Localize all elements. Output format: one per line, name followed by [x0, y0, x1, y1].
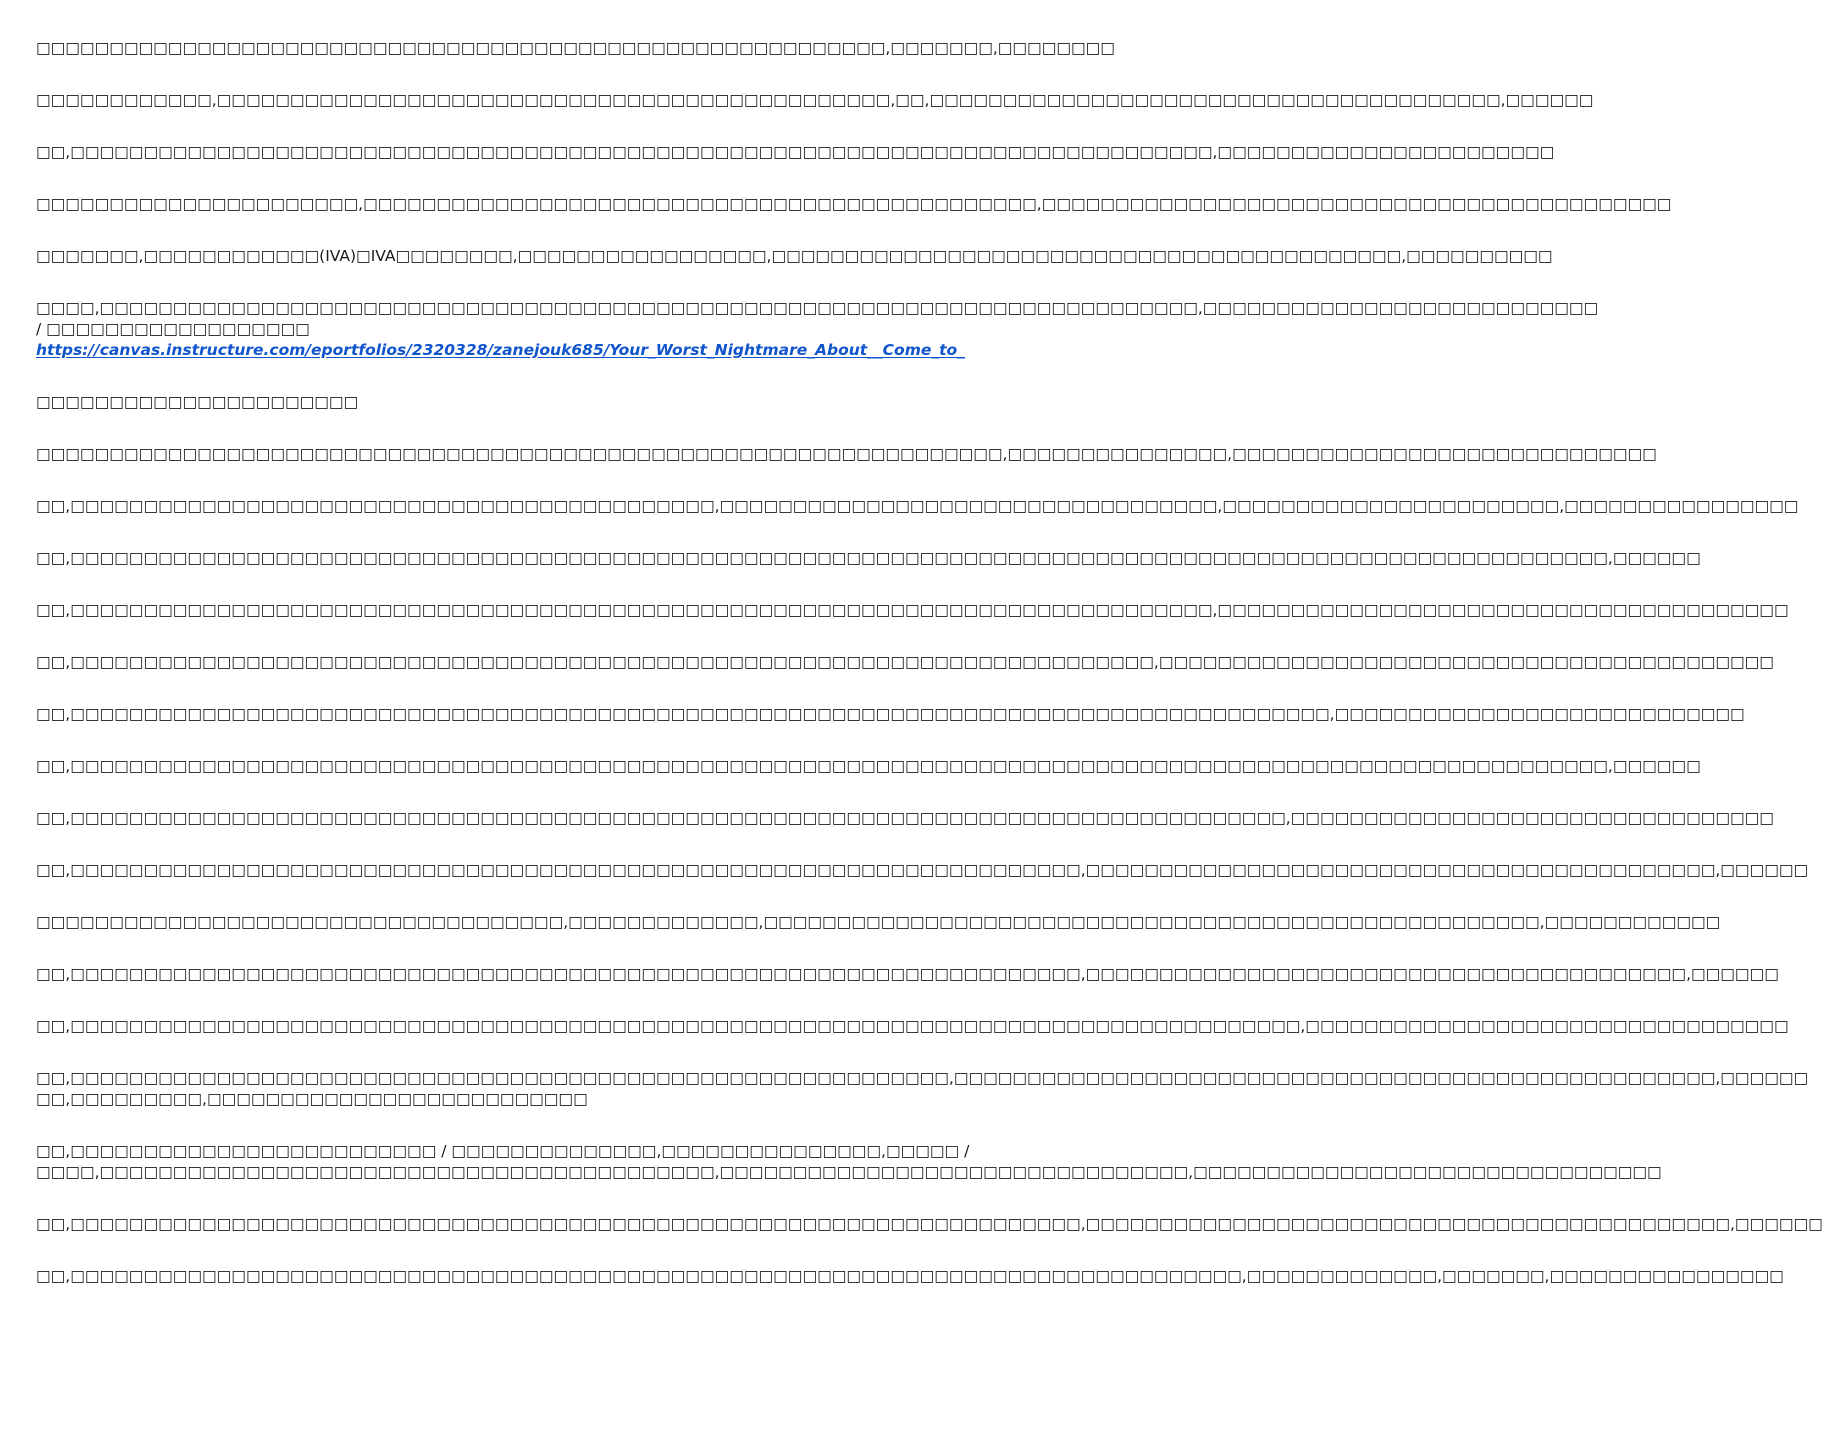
paragraph-line: □□,□□□□□□□□□□□□□□□□□□□□□□□□□□□□□□□□□□□□□□□□□□□□□□□□□□□□□□□□□□□□□□□□□□□□□,□□□□□□□□□□□□□□□□□□□□□□□□□□□□□□□□□□□□□□□□□,□□□□□□ [36, 965, 1779, 983]
paragraph-line: □□,□□□□□□□□□□□□□□□□□□□□□□□□□□□□□□□□□□□□□□□□□□□□□□□□□□□□□□□□□□□□□□□□□□□□□□□□□□□□□□,□□□□□□□□□□□□□□□□□□□□□□□ [36, 143, 1555, 161]
paragraph-line: □□,□□□□□□□□□□□□□□□□□□□□□□□□□□□□□□□□□□□□□□□□□□□□□□□□□□□□□□□□□□□□□□□□□□□□□□□□□□□□□□□□□□□□□□□□□□□□□□□□□□□□□□□□□,□□□□□□ [36, 757, 1701, 775]
paragraph [36, 1214, 1823, 1235]
paragraph [36, 142, 1555, 163]
paragraph [36, 860, 1809, 881]
paragraph [36, 1266, 1784, 1287]
paragraph [36, 392, 990, 413]
paragraph-line: □□□□□□□□□□□□□□□□□□□□□□,□□□□□□□□□□□□□□□□□□□□□□□□□□□□□□□□□□□□□□□□□□□□□□,□□□□□□□□□□□□□□□□□□□□□□□□□□□□□□□□□□□□□□□□□□□ [36, 195, 1672, 213]
paragraph-line: □□□□□□□□□□□□,□□□□□□□□□□□□□□□□□□□□□□□□□□□□□□□□□□□□□□□□□□□□□□,□□,□□□□□□□□□□□□□□□□□□□□□□□□□□□□□□□□□□□□□□□,□□□□□□ [36, 91, 1594, 109]
paragraph [36, 496, 1799, 517]
paragraph-line: □□□□,□□□□□□□□□□□□□□□□□□□□□□□□□□□□□□□□□□□□□□□□□□,□□□□□□□□□□□□□□□□□□□□□□□□□□□□□□□□,□□□□□□□□□□□□□□□□□□□□□□□□□□□□□□□□ [36, 1163, 1662, 1181]
document-page [36, 38, 1823, 1318]
paragraph [36, 964, 1779, 985]
paragraph [36, 298, 1599, 361]
paragraph [36, 704, 1745, 725]
paragraph [36, 444, 1657, 465]
paragraph-line: □□,□□□□□□□□□□□□□□□□□□□□□□□□□□□□□□□□□□□□□□□□□□□□□□□□□□□□□□□□□□□□□□□□□□□□□□□□□□□□□□□□,□□□□□□□□□□□□□,□□□□□□□,□□□□□□□□□□□□□□□□ [36, 1267, 1784, 1285]
paragraph [36, 90, 1594, 111]
paragraph [36, 1141, 1662, 1183]
paragraph [36, 548, 1701, 569]
eportfolio-link[interactable]: https://canvas.instructure.com/eportfolios/2320328/zanejouk685/Your_Worst_Nightmare_About__Come_to_ [36, 341, 965, 359]
paragraph-line: □□,□□□□□□□□□□□□□□□□□□□□□□□□□□□□□□□□□□□□□□□□□□□□□□□□□□□□□□□□□□□□□□□□□□□□□□□□□□□□□□□□□□□□□□□□□□□□□□□□□□□□□□□□□,□□□□□□ [36, 549, 1701, 567]
paragraph-line: □□,□□□□□□□□□□□□□□□□□□□□□□□□□□□□□□□□□□□□□□□□□□□□□□□□□□□□□□□□□□□□□□□□□□□□□□□□□□□□□□,□□□□□□□□□□□□□□□□□□□□□□□□□□□□□□□□□□□□□□□ [36, 601, 1789, 619]
paragraph-line: □□,□□□□□□□□□□□□□□□□□□□□□□□□□□□□□□□□□□□□□□□□□□□□□□□□□□□□□□□□□□□□□□□□□□□□□,□□□□□□□□□□□□□□□□□□□□□□□□□□□□□□□□□□□□□□□□□□□□,□□□□□□ [36, 1215, 1823, 1233]
paragraph [36, 652, 1774, 673]
paragraph [36, 1068, 1809, 1110]
paragraph [36, 808, 1774, 829]
paragraph-line: □□□□□□□□□□□□□□□□□□□□□□□□□□□□□□□□□□□□,□□□□□□□□□□□□□,□□□□□□□□□□□□□□□□□□□□□□□□□□□□□□□□□□□□□□□□□□□□□□□□□□□□□,□□□□□□□□□□□□ [36, 913, 1721, 931]
paragraph-line: □□,□□□□□□□□□□□□□□□□□□□□□□□□□□□□□□□□□□□□□□□□□□□□□□□□□□□□□□□□□□□□,□□□□□□□□□□□□□□□□□□□□□□□□□□□□□□□□□□□□□□□□□□□□□□□□□□□□,□□□□□□ [36, 1069, 1809, 1087]
paragraph [36, 194, 1672, 215]
paragraph-line: □□□□□□□□□□□□□□□□□□□□□□ [36, 393, 359, 411]
paragraph-line: □□□□□□□□□□□□□□□□□□□□□□□□□□□□□□□□□□□□□□□□□□□□□□□□□□□□□□□□□□□□□□□□□□,□□□□□□□□□□□□□□□,□□□□□□□□□□□□□□□□□□□□□□□□□□□□□ [36, 445, 1657, 463]
paragraph [36, 756, 1701, 777]
paragraph-line: □□,□□□□□□□□□□□□□□□□□□□□□□□□□□□□□□□□□□□□□□□□□□□□□□□□□□□□□□□□□□□□□□□□□□□□□,□□□□□□□□□□□□□□□□□□□□□□□□□□□□□□□□□□□□□□□□□□□,□□□□□□ [36, 861, 1809, 879]
paragraph-line: □□,□□□□□□□□□□□□□□□□□□□□□□□□□□□□□□□□□□□□□□□□□□□□□□□□□□□□□□□□□□□□□□□□□□□□□□□□□□□□□□□□□□□□□□,□□□□□□□□□□□□□□□□□□□□□□□□□□□□ [36, 705, 1745, 723]
paragraph-line: □□,□□□□□□□□□□□□□□□□□□□□□□□□□□□□□□□□□□□□□□□□□□□□□□□□□□□□□□□□□□□□□□□□□□□□□□□□□□□□□□□□□□□□,□□□□□□□□□□□□□□□□□□□□□□□□□□□□□□□□□ [36, 1017, 1789, 1035]
paragraph-line: □□□□□□□,□□□□□□□□□□□□(IVA)□IVA□□□□□□□□,□□□□□□□□□□□□□□□□□,□□□□□□□□□□□□□□□□□□□□□□□□□□□□□□□□□□□□□□□□□□□,□□□□□□□□□□ [36, 247, 1553, 265]
paragraph-line: □□□□,□□□□□□□□□□□□□□□□□□□□□□□□□□□□□□□□□□□□□□□□□□□□□□□□□□□□□□□□□□□□□□□□□□□□□□□□□□□,□□□□□□□□□□□□□□□□□□□□□□□□□□□ [36, 299, 1599, 317]
paragraph-line: □□,□□□□□□□□□□□□□□□□□□□□□□□□□□□□□□□□□□□□□□□□□□□□,□□□□□□□□□□□□□□□□□□□□□□□□□□□□□□□□□□,□□□□□□□□□□□□□□□□□□□□□□□,□□□□□□□□□□□□□□□□ [36, 497, 1799, 515]
paragraph-line: □□,□□□□□□□□□□□□□□□□□□□□□□□□□□□□□□□□□□□□□□□□□□□□□□□□□□□□□□□□□□□□□□□□□□□□□□□□□□□□□□□□□□□,□□□□□□□□□□□□□□□□□□□□□□□□□□□□□□□□□ [36, 809, 1774, 827]
paragraph-line: □□,□□□□□□□□□□□□□□□□□□□□□□□□□□□□□□□□□□□□□□□□□□□□□□□□□□□□□□□□□□□□□□□□□□□□□□□□□□,□□□□□□□□□□□□□□□□□□□□□□□□□□□□□□□□□□□□□□□□□□ [36, 653, 1774, 671]
paragraph-line: □□□□□□□□□□□□□□□□□□□□□□□□□□□□□□□□□□□□□□□□□□□□□□□□□□□□□□□□□□,□□□□□□□,□□□□□□□□ [36, 39, 1115, 57]
paragraph-line: / □□□□□□□□□□□□□□□□□□ [36, 320, 310, 338]
paragraph [36, 38, 1115, 59]
paragraph-line: □□,□□□□□□□□□,□□□□□□□□□□□□□□□□□□□□□□□□□□ [36, 1090, 588, 1108]
paragraph [36, 1016, 1789, 1037]
paragraph [36, 246, 1553, 267]
paragraph-line: □□,□□□□□□□□□□□□□□□□□□□□□□□□□ / □□□□□□□□□□□□□□,□□□□□□□□□□□□□□□,□□□□□ / [36, 1142, 970, 1160]
paragraph [36, 912, 1721, 933]
paragraph [36, 600, 1789, 621]
